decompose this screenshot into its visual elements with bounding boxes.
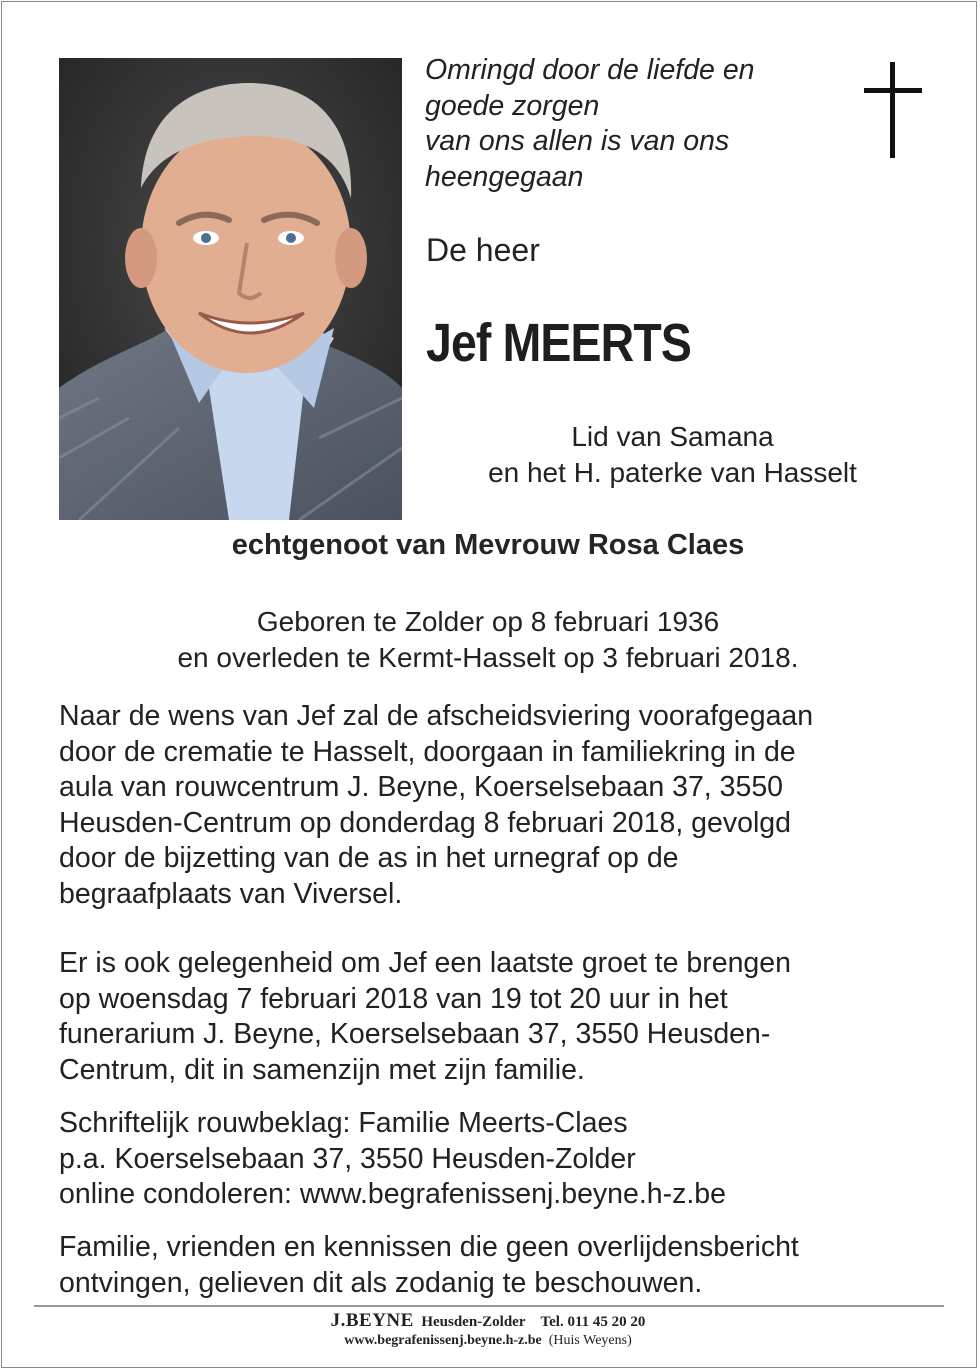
text-line: ontvingen, gelieven dit als zodanig te beschouwen. — [59, 1266, 703, 1299]
funeral-home-brand: J.BEYNE — [330, 1310, 414, 1331]
text-line: Familie, vrienden en kennissen die geen overlijdensbericht — [59, 1231, 799, 1263]
text-line: begraafplaats van Viversel. — [59, 877, 403, 910]
funeral-home-location: Heusden-Zolder — [421, 1314, 526, 1330]
birth-line: Geboren te Zolder op 8 februari 1936 — [256, 606, 720, 637]
funeral-home-house: (Huis Weyens) — [548, 1333, 632, 1348]
text-line: aula van rouwcentrum J. Beyne, Koerselsebaan 37, 3550 — [59, 771, 784, 803]
intro-line: Omringd door de liefde en — [425, 54, 755, 86]
intro-line: van ons allen is van ons — [425, 125, 730, 157]
intro-line: goede zorgen — [425, 89, 600, 122]
intro-verse — [425, 53, 845, 195]
funeral-home-website: www.begrafenissenj.beyne.h-z.be — [344, 1333, 542, 1348]
text-line: Centrum, dit in samenzijn met zijn familie. — [59, 1053, 585, 1086]
spouse-line: echtgenoot van Mevrouw Rosa Claes — [231, 529, 745, 561]
salutation: De heer — [426, 232, 540, 268]
text-line: p.a. Koerselsebaan 37, 3550 Heusden-Zolder — [59, 1142, 636, 1175]
birth-death-dates — [0, 604, 976, 675]
ceremony-paragraph — [59, 699, 939, 912]
deceased-name: Jef MEERTS — [426, 313, 691, 373]
funeral-home-phone: Tel. 011 45 20 20 — [540, 1314, 646, 1330]
membership-line: en het H. paterke van Hasselt — [488, 457, 857, 488]
text-line: Er is ook gelegenheid om Jef een laatste groet te brengen — [59, 947, 791, 979]
latin-cross-icon — [864, 62, 922, 158]
visitation-paragraph — [59, 946, 939, 1088]
text-line: door de crematie te Hasselt, doorgaan in familiekring in de — [59, 735, 796, 768]
membership-text — [440, 419, 905, 491]
portrait-photo — [59, 58, 402, 520]
text-line: Heusden-Centrum op donderdag 8 februari 2018, gevolgd — [59, 806, 791, 839]
membership-line: Lid van Samana — [571, 421, 774, 452]
text-line: funerarium J. Beyne, Koerselsebaan 37, 3550 Heusden- — [59, 1018, 771, 1050]
funeral-home-footer — [0, 1311, 976, 1350]
text-line: op woensdag 7 februari 2018 van 19 tot 20 uur in het — [59, 982, 728, 1015]
text-line: Schriftelijk rouwbeklag: Familie Meerts-Claes — [59, 1107, 628, 1139]
intro-line: heengegaan — [425, 160, 584, 193]
notice-paragraph — [59, 1230, 939, 1301]
text-line: door de bijzetting van de as in het urnegraf op de — [59, 842, 679, 874]
condolence-url: online condoleren: www.begrafenissenj.beyne.h-z.be — [59, 1178, 727, 1210]
text-line: Naar de wens van Jef zal de afscheidsviering voorafgegaan — [59, 700, 814, 732]
condolence-paragraph — [59, 1106, 939, 1213]
death-line: en overleden te Kermt-Hasselt op 3 februari 2018. — [177, 641, 799, 673]
footer-divider — [34, 1305, 944, 1307]
